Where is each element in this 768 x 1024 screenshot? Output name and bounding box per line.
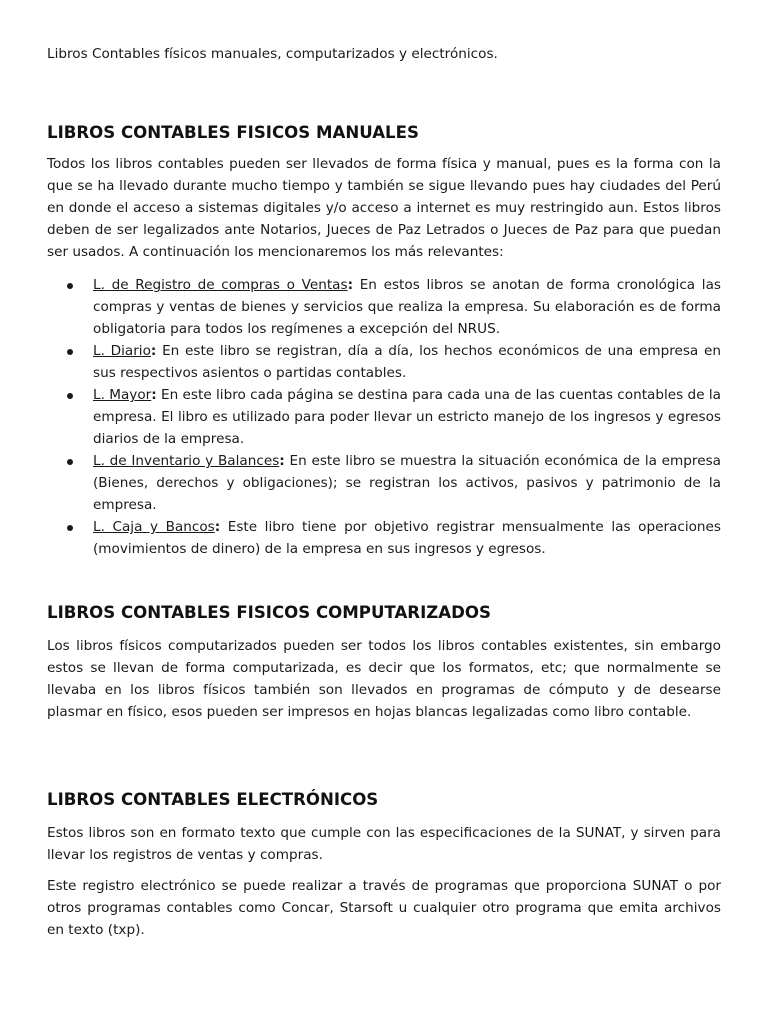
list-item [47, 450, 721, 516]
list-item-text: En este libro se registran, día a día, los hechos económicos de una empresa en sus respectivos asientos o partidas contables. [93, 343, 721, 381]
list-item-term: L. de Inventario y Balances [93, 453, 280, 469]
list-item [47, 516, 721, 560]
section-paragraph-computarizados: Los libros físicos computarizados pueden ser todos los libros contables existentes, sin embargo estos se llevan de forma computarizada, es decir que los formatos, etc; que normalmente se llevaba en los libros físicos también son llevados en programas de cómputo y de desearse plasmar en físico, esos pueden ser impresos en hojas blancas legalizadas como libro contable. [47, 638, 721, 720]
section-paragraph-electronicos-2: Este registro electrónico se puede realizar a través de programas que proporciona SUNAT o por otros programas contables como Concar, Starsoft u cualquier otro programa que emita archivos en texto (txp). [47, 878, 721, 938]
section-heading-electronicos: LIBROS CONTABLES ELECTRÓNICOS [47, 790, 379, 809]
libros-list [47, 274, 721, 560]
list-item-text: En estos libros se anotan de forma cronológica las compras y ventas de bienes y servicios que realiza la empresa. Su elaboración es de forma obligatoria para todos los regímenes a excepción del NRUS. [93, 277, 721, 337]
list-item-term: L. Caja y Bancos [93, 519, 215, 535]
list-item [47, 384, 721, 450]
bullet-icon [67, 525, 73, 531]
bullet-icon [67, 349, 73, 355]
list-item [47, 340, 721, 384]
section-paragraph-manuales: Todos los libros contables pueden ser llevados de forma física y manual, pues es la forma con la que se ha llevado durante mucho tiempo y también se sigue llevando pues hay ciudades del Perú en donde el acceso a sistemas digitales y/o acceso a internet es muy restringido aun. Estos libros deben de ser legalizados ante Notarios, Jueces de Paz Letrados o Jueces de Paz para que puedan ser usados. A continuación los mencionaremos los más relevantes: [47, 156, 721, 260]
list-item-colon: : [151, 387, 157, 403]
list-item-colon: : [279, 453, 285, 469]
list-item-colon: : [150, 343, 157, 359]
bullet-icon [67, 283, 73, 289]
list-item-colon: : [214, 519, 221, 535]
list-item-term: L. Diario [93, 343, 151, 359]
list-item-term: L. de Registro de compras o Ventas [93, 277, 348, 293]
list-item-colon: : [347, 277, 354, 293]
bullet-icon [67, 459, 73, 465]
list-item-term: L. Mayor [93, 387, 152, 403]
document-intro: Libros Contables físicos manuales, computarizados y electrónicos. [47, 46, 498, 62]
list-item [47, 274, 721, 340]
list-item-text: En este libro se muestra la situación económica de la empresa (Bienes, derechos y obligaciones); se registran los activos, pasivos y patrimonio de la empresa. [93, 453, 721, 513]
list-item-text: En este libro cada página se destina para cada una de las cuentas contables de la empresa. El libro es utilizado para poder llevar un estricto manejo de los ingresos y egresos diarios de la empresa. [93, 387, 721, 447]
bullet-icon [67, 393, 73, 399]
section-paragraph-electronicos: Estos libros son en formato texto que cumple con las especificaciones de la SUNAT, y sirven para llevar los registros de ventas y compras. [47, 825, 721, 863]
section-heading-computarizados: LIBROS CONTABLES FISICOS COMPUTARIZADOS [47, 603, 491, 622]
section-heading-manuales: LIBROS CONTABLES FISICOS MANUALES [47, 123, 419, 142]
list-item-text: Este libro tiene por objetivo registrar mensualmente las operaciones (movimientos de dinero) de la empresa en sus ingresos y egresos. [93, 519, 721, 557]
